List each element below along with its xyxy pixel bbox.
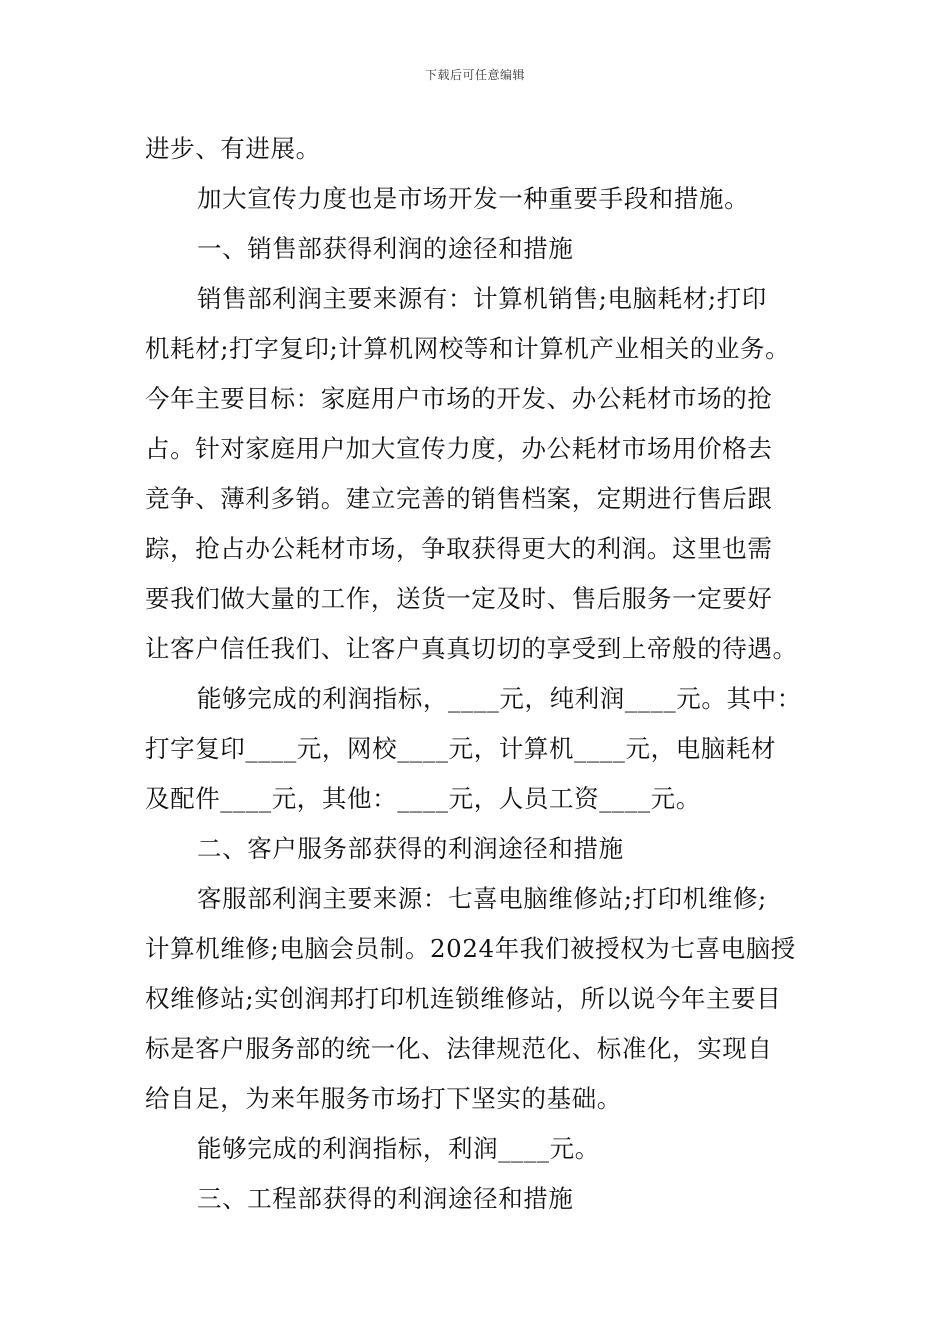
text-line: 客服部利润主要来源：七喜电脑维修站;打印机维修; <box>197 884 767 913</box>
text-line: 能够完成的利润指标，____元，纯利润____元。其中： <box>197 684 802 713</box>
section-heading: 一、销售部获得利润的途径和措施 <box>197 234 574 263</box>
text-line: 让客户信任我们、让客户真真切切的享受到上帝般的待遇。 <box>145 634 798 663</box>
text-line: 机耗材;打字复印;计算机网校等和计算机产业相关的业务。 <box>145 334 791 363</box>
text-line: 及配件____元，其他：____元，人员工资____元。 <box>145 784 701 813</box>
text-line: 加大宣传力度也是市场开发一种重要手段和措施。 <box>197 184 750 213</box>
section-heading: 三、工程部获得的利润途径和措施 <box>197 1184 574 1213</box>
text-line: 给自足，为来年服务市场打下坚实的基础。 <box>145 1084 622 1113</box>
text-line: 打字复印____元，网校____元，计算机____元，电脑耗材 <box>145 734 777 763</box>
text-line: 计算机维修;电脑会员制。2024年我们被授权为七喜电脑授 <box>145 934 796 963</box>
text-line: 销售部利润主要来源有：计算机销售;电脑耗材;打印 <box>197 284 767 313</box>
text-line: 权维修站;实创润邦打印机连锁维修站，所以说今年主要目 <box>145 984 782 1013</box>
section-heading: 二、客户服务部获得的利润途径和措施 <box>197 834 624 863</box>
document-body <box>145 124 825 1224</box>
text-line: 今年主要目标：家庭用户市场的开发、办公耗材市场的抢 <box>145 384 773 413</box>
text-line: 踪，抢占办公耗材市场，争取获得更大的利润。这里也需 <box>145 534 773 563</box>
text-line: 占。针对家庭用户加大宣传力度，办公耗材市场用价格去 <box>145 434 773 463</box>
text-line: 要我们做大量的工作，送货一定及时、售后服务一定要好 <box>145 584 773 613</box>
text-line: 进步、有进展。 <box>145 134 321 163</box>
text-line: 标是客户服务部的统一化、法律规范化、标准化，实现自 <box>145 1034 773 1063</box>
text-line: 竞争、薄利多销。建立完善的销售档案，定期进行售后跟 <box>145 484 773 513</box>
page-header: 下载后可任意编辑 <box>424 68 525 82</box>
text-line: 能够完成的利润指标，利润____元。 <box>197 1134 600 1163</box>
